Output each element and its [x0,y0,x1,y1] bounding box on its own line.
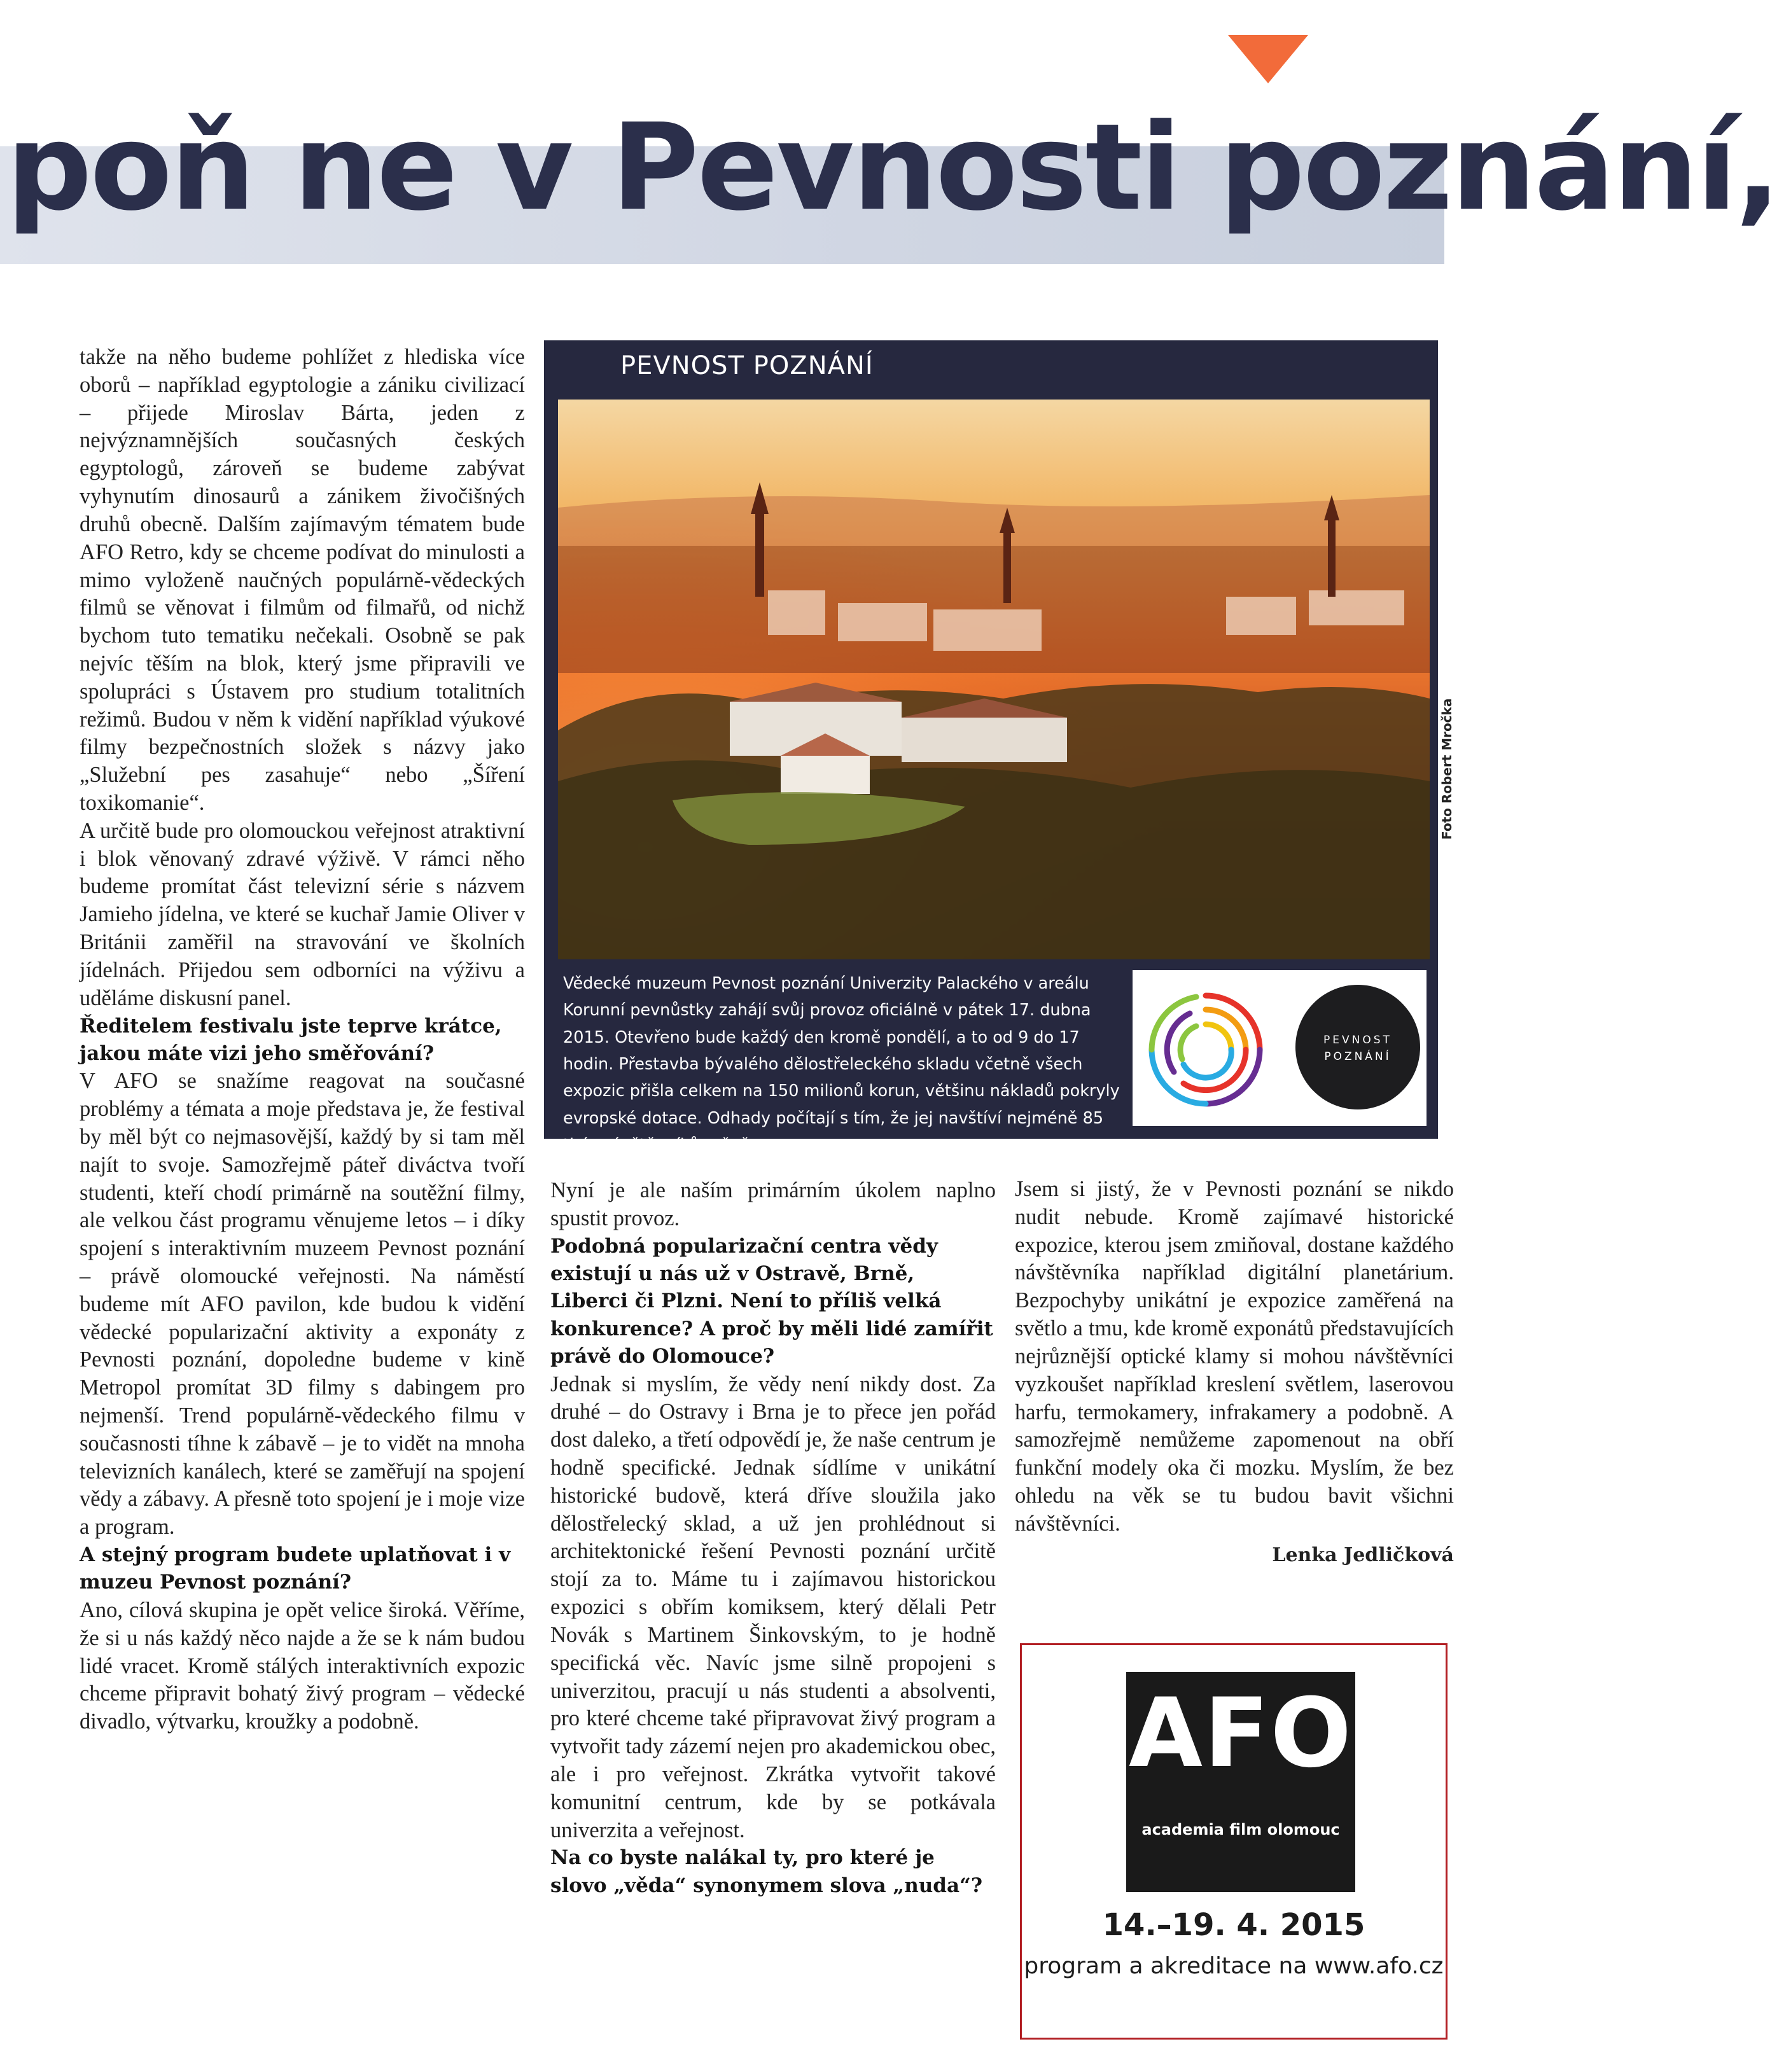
logo-text-line: POZNÁNÍ [1324,1050,1392,1064]
interview-question: Na co byste nalákal ty, pro které je slovo „věda“ synonymem slova „nuda“? [550,1846,983,1897]
pevnost-logo-rings-icon [1145,989,1266,1110]
logo-text-line: PEVNOST [1323,1034,1392,1046]
interview-question: A stejný program budete uplatňovat i v muzeu Pevnost poznání? [80,1543,511,1594]
paragraph: Jsem si jistý, že v Pevnosti poznání se nikdo nudit nebude. Kromě zajímavé historické expozice, kterou jsem zmiňoval, dostane každého návštěvníka například digitální planetárium. Bezpochyby unikátní je expozice zaměřená na světlo a tmu, kde kromě exponátů představujících nejrůznější optické klamy si mohou návštěvníci vyzkoušet například kreslení světlem, laserovou harfu, termokamery, infrakamery a podobně. A samozřejmě nemůžeme zapomenout na obří funkční modely oka či mozku. Myslím, že bez ohledu na věk se tu budou bavit všichni návštěvníci. [1015,1177,1454,1536]
orange-triangle-marker [1228,35,1308,83]
paragraph: Nyní je ale naším primárním úkolem naplno spustit provoz. [550,1178,996,1230]
afo-logo: AFO [1128,1678,1353,1789]
paragraph: V AFO se snažíme reagovat na současné problémy a témata a moje představa je, že festival by měl být co nejmasovější, každý by si tam měl najít to svoje. Samozřejmě páteř diváctva tvoří studenti, kteří chodí primárně na soutěžní filmy, ale velkou část programu věnujeme letos – i díky spojení s interaktivním muzeem Pevnost poznání – právě olomoucké veřejnosti. Na náměstí budeme mít AFO pavilon, kde budou k vidění vědecké popularizační aktivity a exponáty z Pevnosti poznání, dopoledne budeme v kině Metropol promítat 3D filmy s dabingem pro nejmenší. Trend populárně-vědeckého filmu v současnosti tíhne k zábavě – je to vidět na mnoha televizních kanálech, které se zaměřují na spojení vědy a zábavy. A přesně toto spojení je i moje vize a program. [80,1069,525,1540]
afo-website-link[interactable]: program a akreditace na www.afo.cz [1024,1953,1444,1979]
feature-label: PEVNOST POZNÁNÍ [620,351,874,380]
article-column-left [80,344,525,1736]
photo-credit: Foto Robert Mročka [1439,698,1455,840]
interview-question: Ředitelem festivalu jste teprve krátce, jakou máte vizi jeho směřování? [80,1014,502,1065]
city-aerial-photo [558,400,1430,959]
article-column-middle [550,1177,996,1900]
pevnost-logo-text [1295,1032,1420,1066]
article-column-right [1015,1176,1454,1568]
page-title: poň ne v Pevnosti poznání, [6,98,1779,237]
paragraph: Ano, cílová skupina je opět velice široká. Věříme, že si u nás každý něco najde a že se k nám budou lidé vracet. Kromě stálých interaktivních expozic chceme připravit bohatý živý program – vědecké divadlo, výtvarku, kroužky a podobně. [80,1597,525,1734]
interview-question: Podobná popularizační centra vědy existují u nás už v Ostravě, Brně, Liberci či Plzni. Není to příliš velká konkurence? A proč by měli lidé zamířit právě do Olomouce? [550,1234,993,1368]
paragraph: takže na něho budeme pohlížet z hlediska více oborů – například egyptologie a zániku civilizací – přijede Miroslav Bárta, jeden z nejvýznamnějších současných českých egyptologů, zároveň se budeme zabývat vyhynutím dinosaurů a zánikem živočišných druhů obecně. Dalším zajímavým tématem bude AFO Retro, kdy se chceme podívat do minulosti a mimo vyloženě naučných populárně-vědeckých filmů se věnovat i filmům od filmařů, od nichž bychom tuto tematiku nečekali. Osobně se pak nejvíc těším na blok, který jsme připravili ve spolupráci s Ústavem pro studium totalitních režimů. Budou v něm k vidění například výukové filmy bezpečnostních složek s názvy jako „Služební pes zasahuje“ nebo „Šíření toxikomanie“. [80,345,525,815]
photo-illustration [558,400,1430,959]
afo-subtitle: academia film olomouc [1141,1821,1340,1839]
paragraph: A určitě bude pro olomouckou veřejnost atraktivní i blok věnovaný zdravé výživě. V rámci něho budeme promítat část televizní série s názvem Jamieho jídelna, ve které se kuchař Jamie Oliver v Británii zaměřil na stravování ve školních jídelnách. Přijedou sem odborníci na výživu a uděláme diskusní panel. [80,818,525,1010]
afo-dates: 14.–19. 4. 2015 [1102,1907,1365,1943]
author-byline: Lenka Jedličková [1272,1543,1454,1566]
paragraph: Jednak si myslím, že vědy není nikdy dost. Za druhé – do Ostravy i Brna je to přece jen pořád dost daleko, a třetí odpovědí je, že naše centrum je hodně specifické. Jednak sídlíme v unikátní historické budově, která dříve sloužila jako dělostřelecký sklad, a už jen prohlédnout si architektonické řešení Pevnosti poznání určitě stojí za to. Máme tu i zajímavou historickou expozici s obřím komiksem, který dělali Petr Novák s Martinem Šinkovským, to je hodně specifická věc. Navíc jsme silně propojeni s univerzitou, pracují u nás studenti a absolventi, pro které chceme také připravovat živý program a vytvořit tady zázemí nejen pro akademickou obec, ale i pro veřejnost. Zkrátka vytvořit takové komunitní centrum, kde by se potkávala univerzita a veřejnost. [550,1372,996,1842]
photo-caption: Vědecké muzeum Pevnost poznání Univerzity Palackého v areálu Korunní pevnůstky zahájí svůj provoz oficiálně v pátek 17. dubna 2015. Otevřeno bude každý den kromě pondělí, a to od 9 do 17 hodin. Přestavba bývalého dělostřeleckého skladu včetně všech expozic přišla celkem na 150 milionů korun, většinu nákladů pokryly evropské dotace. Odhady počítají s tím, že jej navštíví nejméně 85 tisíc návštěvníků ročně. [563,974,1120,1155]
